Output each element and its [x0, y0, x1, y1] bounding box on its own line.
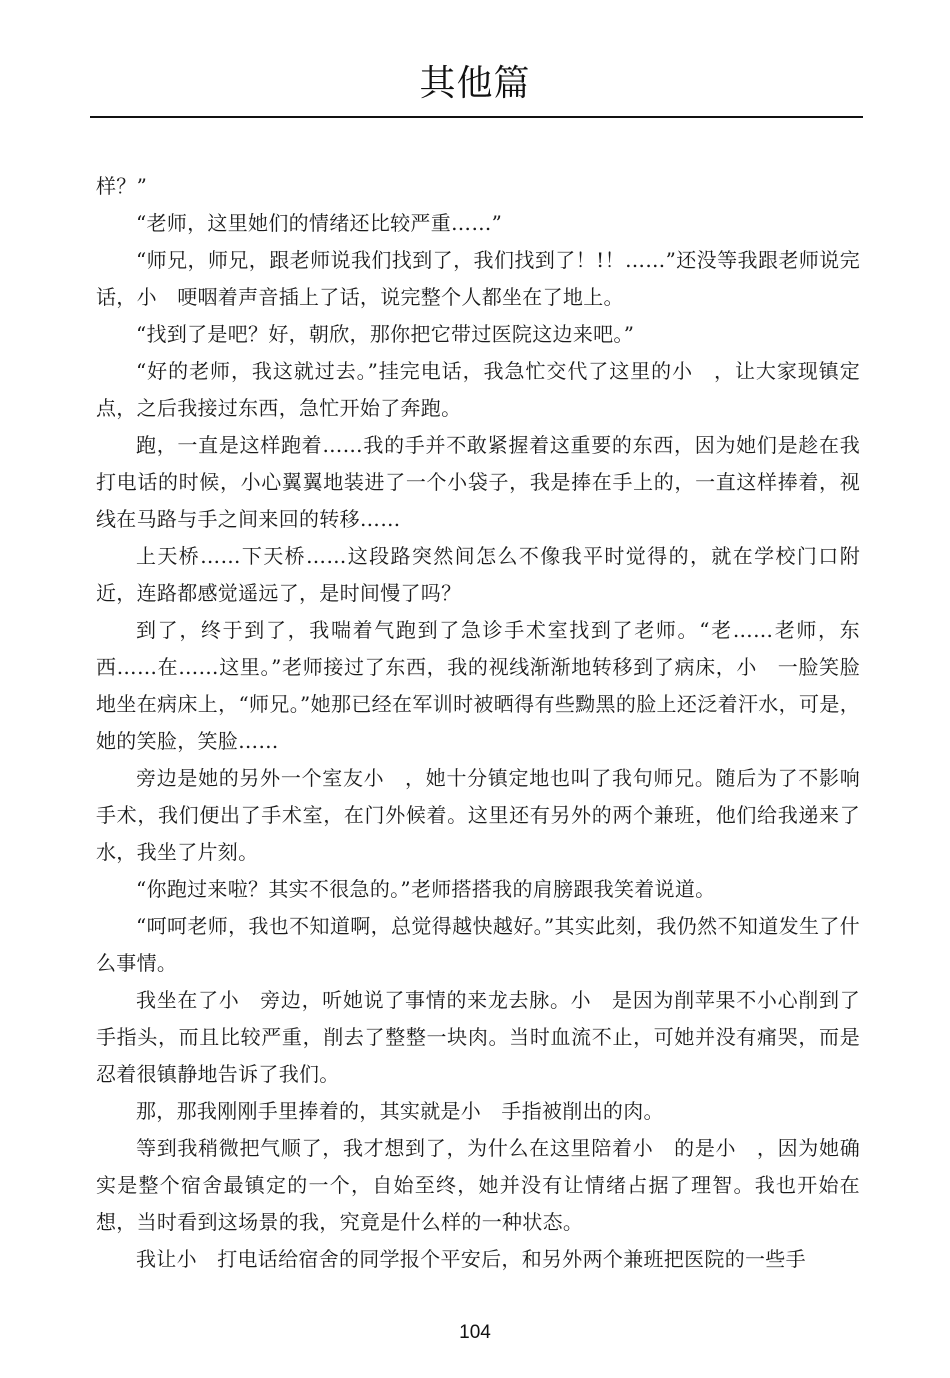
- page-header: [0, 54, 950, 114]
- paragraph: “呵呵老师，我也不知道啊，总觉得越快越好。”其实此刻，我仍然不知道发生了什么事情。: [96, 914, 860, 975]
- paragraph: 等到我稍微把气顺了，我才想到了，为什么在这里陪着小 的是小 ，因为她确实是整个宿舍最镇定的一个，自始至终，她并没有让情绪占据了理智。我也开始在想，当时看到这场景的我，究竟是什么样的一种状态。: [96, 1136, 860, 1234]
- paragraph: 我坐在了小 旁边，听她说了事情的来龙去脉。小 是因为削苹果不小心削到了手指头，而且比较严重，削去了整整一块肉。当时血流不止，可她并没有痛哭，而是忍着很镇静地告诉了我们。: [96, 988, 860, 1086]
- paragraph: 跑，一直是这样跑着……我的手并不敢紧握着这重要的东西，因为她们是趁在我打电话的时候，小心翼翼地装进了一个小袋子，我是捧在手上的，一直这样捧着，视线在马路与手之间来回的转移……: [96, 433, 860, 531]
- header-divider: [90, 116, 863, 118]
- paragraph: 那，那我刚刚手里捧着的，其实就是小 手指被削出的肉。: [136, 1099, 664, 1123]
- paragraph: “师兄，师兄，跟老师说我们找到了，我们找到了！!！……”还没等我跟老师说完话，小 哽咽着声音插上了话，说完整个人都坐在了地上。: [96, 248, 860, 309]
- paragraph: 上天桥……下天桥……这段路突然间怎么不像我平时觉得的，就在学校门口附近，连路都感觉遥远了，是时间慢了吗？: [96, 544, 860, 605]
- paragraph: 到了，终于到了，我喘着气跑到了急诊手术室找到了老师。“老……老师，东西……在……这里。”老师接过了东西，我的视线渐渐地转移到了病床，小 一脸笑脸地坐在病床上，“师兄。”她那已经在军训时被晒得有些黝黑的脸上还泛着汗水，可是，她的笑脸，笑脸……: [96, 618, 860, 753]
- paragraph: 样？”: [96, 174, 148, 198]
- page-number: 104: [459, 1322, 491, 1343]
- paragraph: “好的老师，我这就过去。”挂完电话，我急忙交代了这里的小 ，让大家现镇定点，之后我接过东西，急忙开始了奔跑。: [96, 359, 860, 420]
- paragraph: 我让小 打电话给宿舍的同学报个平安后，和另外两个兼班把医院的一些手: [136, 1247, 806, 1271]
- paragraph: “老师，这里她们的情绪还比较严重……”: [136, 211, 503, 235]
- body-text: [96, 168, 860, 1278]
- paragraph: 旁边是她的另外一个室友小 ，她十分镇定地也叫了我句师兄。随后为了不影响手术，我们便出了手术室，在门外候着。这里还有另外的两个兼班，他们给我递来了水，我坐了片刻。: [96, 766, 860, 864]
- page-title: 其他篇: [419, 63, 531, 104]
- paragraph: “找到了是吧？好，朝欣，那你把它带过医院这边来吧。”: [136, 322, 635, 346]
- paragraph: “你跑过来啦？其实不很急的。”老师搭搭我的肩膀跟我笑着说道。: [136, 877, 716, 901]
